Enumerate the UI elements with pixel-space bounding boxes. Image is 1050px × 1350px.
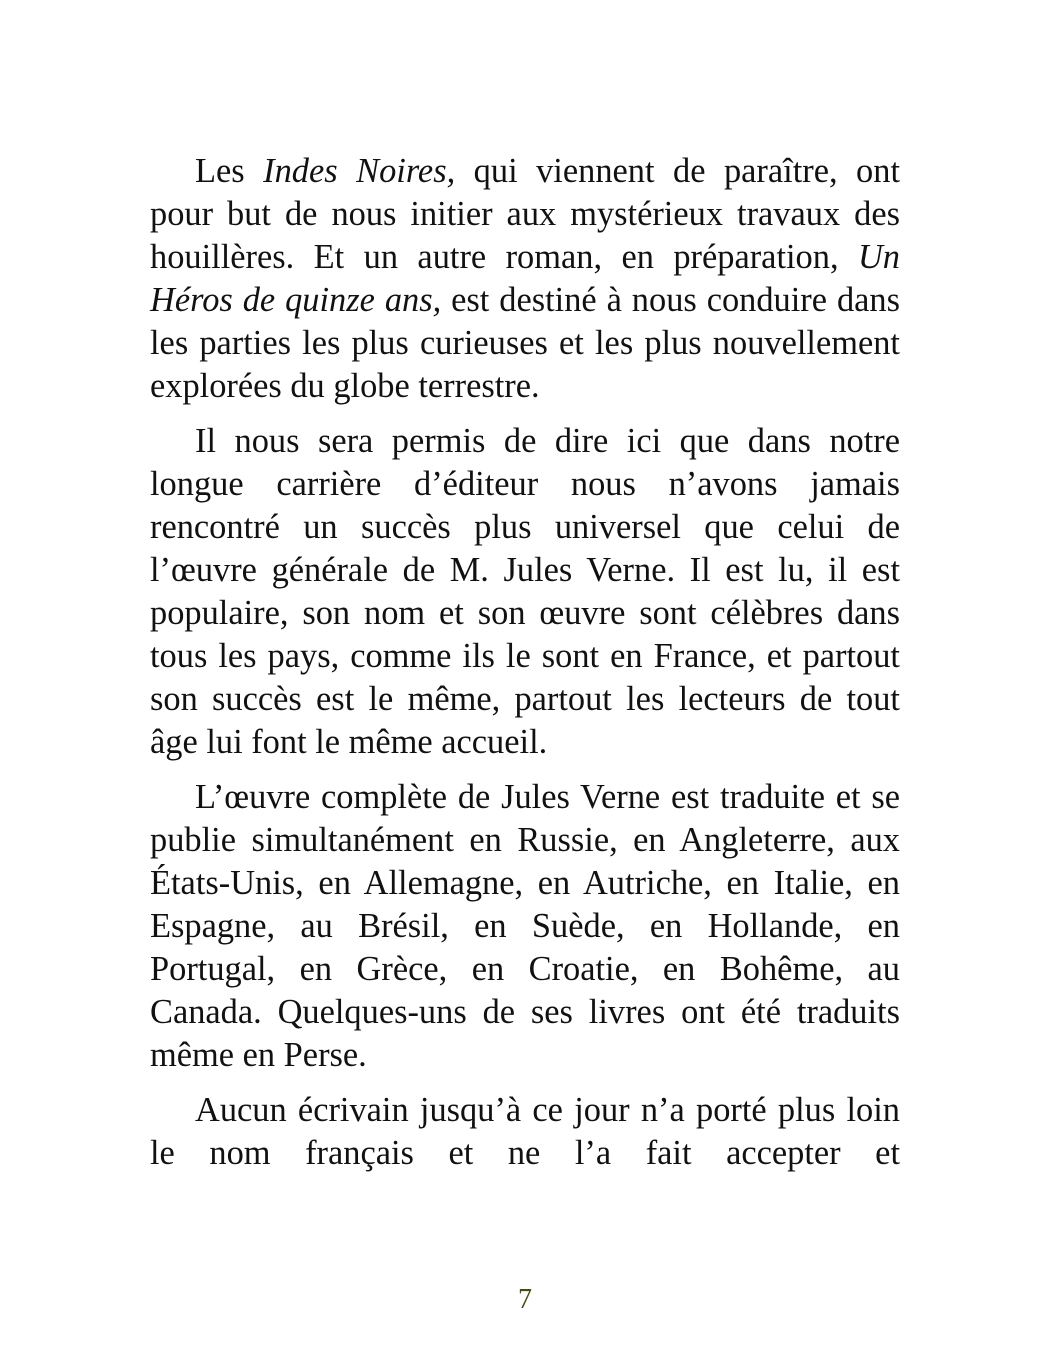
paragraph-1-text-1: Les: [195, 152, 264, 190]
book-title-un-heros-de-quinze-ans: Un Héros de quinze ans,: [150, 238, 900, 319]
paragraph-3: [150, 776, 900, 1077]
paragraph-4: [150, 1089, 900, 1175]
paragraph-1: [150, 150, 900, 408]
paragraph-4-text: Aucun écrivain jusqu’à ce jour n’a porté plus loin le nom français et ne l’a fait accepter et: [150, 1091, 900, 1172]
paragraph-1-text-3: est destiné à nous conduire dans les parties les plus curieuses et les plus nouvellement explorées du globe terrestre.: [150, 281, 900, 405]
paragraph-2-text: Il nous sera permis de dire ici que dans notre longue carrière d’éditeur nous n’avons jamais rencontré un succès plus universel que celui de l’œuvre générale de M. Jules Verne. Il est lu, il est populaire, son nom et son œuvre sont célèbres dans tous les pays, comme ils le sont en France, et partout son succès est le même, partout les lecteurs de tout âge lui font le même accueil.: [150, 422, 900, 761]
page-body: [150, 150, 900, 1187]
paragraph-2: [150, 420, 900, 764]
page-number: 7: [518, 1284, 532, 1315]
book-title-indes-noires: Indes Noires,: [263, 152, 456, 190]
paragraph-1-text-2: qui viennent de paraître, ont pour but de nous initier aux mystérieux travaux des houillères. Et un autre roman, en préparation,: [150, 152, 900, 276]
paragraph-3-text: L’œuvre complète de Jules Verne est traduite et se publie simultanément en Russie, en Angleterre, aux États-Unis, en Allemagne, en Autriche, en Italie, en Espagne, au Brésil, en Suède, en Hollande, en Portugal, en Grèce, en Croatie, en Bohême, au Canada. Quelques-uns de ses livres ont été traduits même en Perse.: [150, 778, 900, 1074]
